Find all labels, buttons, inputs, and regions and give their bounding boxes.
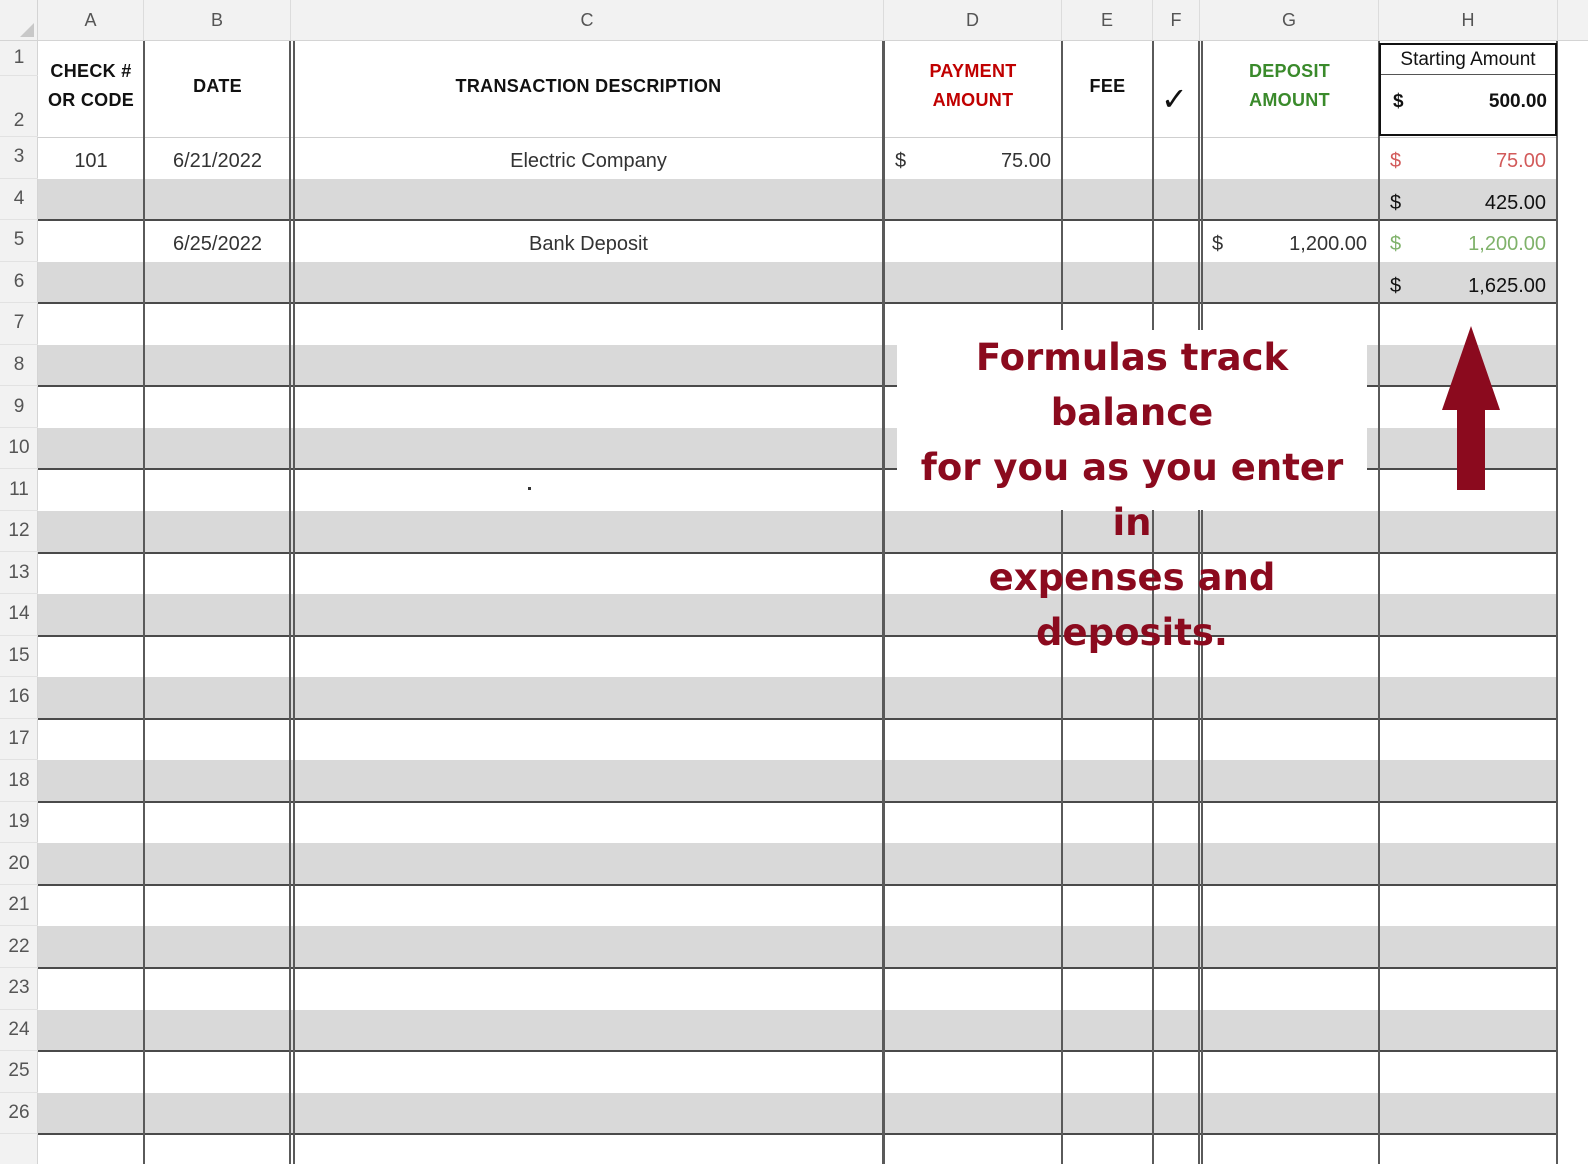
- row-group-line: [38, 801, 1558, 803]
- grey-band-row-20: [38, 843, 1558, 885]
- grey-band-row-6: [38, 262, 1558, 304]
- row-header-19[interactable]: 19: [0, 802, 38, 844]
- row-header-18[interactable]: 18: [0, 760, 38, 802]
- starting-amount-currency: $: [1393, 91, 1404, 112]
- row-group-line: [38, 884, 1558, 886]
- grid-line-b-c-1: [289, 41, 291, 1164]
- column-header-c[interactable]: C: [291, 0, 884, 41]
- column-header-overflow: [1558, 0, 1588, 41]
- cell-h6-balance-currency: $: [1390, 275, 1402, 297]
- deposit-amount-header: [1200, 57, 1379, 115]
- payment-amount-header: [884, 57, 1062, 115]
- payment-header-line2: AMOUNT: [932, 90, 1014, 110]
- row-header-7[interactable]: 7: [0, 303, 38, 345]
- cell-h5-change[interactable]: 1,200.00: [1468, 233, 1546, 255]
- grey-band-row-22: [38, 926, 1558, 968]
- row-header-26[interactable]: 26: [0, 1093, 38, 1135]
- grey-band-row-26: [38, 1093, 1558, 1135]
- row-header-16[interactable]: 16: [0, 677, 38, 719]
- row-header-5[interactable]: 5: [0, 220, 38, 262]
- column-header-d[interactable]: D: [884, 0, 1062, 41]
- row-group-line: [38, 219, 1558, 221]
- payment-header-line1: PAYMENT: [929, 61, 1017, 81]
- row-header-2[interactable]: 2: [0, 76, 38, 137]
- cell-h3-change[interactable]: 75.00: [1495, 150, 1546, 172]
- stray-dot: [528, 487, 531, 490]
- deposit-header-line2: AMOUNT: [1249, 90, 1330, 110]
- check-header-line2: OR CODE: [47, 90, 135, 110]
- grey-band-row-18: [38, 760, 1558, 802]
- grid-line-a-b: [143, 41, 145, 1164]
- row-header-24[interactable]: 24: [0, 1010, 38, 1052]
- cell-a3-code[interactable]: 101: [74, 150, 108, 172]
- check-code-header: [38, 57, 144, 115]
- row-header-4[interactable]: 4: [0, 179, 38, 221]
- starting-amount-box[interactable]: [1379, 43, 1557, 136]
- cell-b5-date[interactable]: 6/25/2022: [173, 233, 262, 255]
- row-header-12[interactable]: 12: [0, 511, 38, 553]
- cell-h5-change-currency: $: [1390, 233, 1402, 255]
- row-group-line: [38, 302, 1558, 304]
- cell-g5-deposit[interactable]: 1,200.00: [1289, 233, 1367, 255]
- row-header-14[interactable]: 14: [0, 594, 38, 636]
- check-header-line1: CHECK #: [50, 61, 132, 81]
- grey-band-row-4: [38, 179, 1558, 221]
- row-header-3[interactable]: 3: [0, 137, 38, 179]
- description-header: TRANSACTION DESCRIPTION: [455, 76, 722, 96]
- cell-b3-date[interactable]: 6/21/2022: [173, 150, 262, 172]
- fee-header: FEE: [1089, 76, 1126, 96]
- cell-h3-change-currency: $: [1390, 150, 1402, 172]
- row-header-25[interactable]: 25: [0, 1051, 38, 1093]
- grid-line-g-h: [1378, 41, 1380, 1164]
- formulas-callout: [897, 330, 1367, 660]
- row-group-line: [38, 1133, 1558, 1135]
- callout-line-3: expenses and deposits.: [988, 556, 1276, 654]
- callout-line-2: for you as you enter in: [920, 446, 1344, 544]
- row-group-line: [38, 967, 1558, 969]
- cell-c3-description[interactable]: Electric Company: [510, 150, 667, 172]
- column-header-a[interactable]: A: [38, 0, 144, 41]
- grey-band-row-16: [38, 677, 1558, 719]
- row-header-9[interactable]: 9: [0, 386, 38, 428]
- grid-line-c-d: [882, 41, 885, 1164]
- row-header-21[interactable]: 21: [0, 885, 38, 927]
- row-header-1[interactable]: 1: [0, 41, 38, 76]
- select-all-corner[interactable]: [0, 0, 38, 41]
- grey-band-row-24: [38, 1010, 1558, 1052]
- deposit-header-line1: DEPOSIT: [1248, 61, 1331, 81]
- column-header-f[interactable]: F: [1153, 0, 1200, 41]
- row-header-23[interactable]: 23: [0, 968, 38, 1010]
- row-header-13[interactable]: 13: [0, 553, 38, 595]
- row-group-line: [38, 1050, 1558, 1052]
- up-arrow-icon: [1440, 324, 1502, 492]
- cell-g5-currency: $: [1212, 233, 1224, 255]
- header-bottom-line: [38, 137, 1558, 138]
- row-header-15[interactable]: 15: [0, 636, 38, 678]
- column-header-e[interactable]: E: [1062, 0, 1153, 41]
- row-header-11[interactable]: 11: [0, 469, 38, 511]
- select-all-triangle-icon: [20, 23, 34, 37]
- row-header-17[interactable]: 17: [0, 719, 38, 761]
- date-header: DATE: [193, 76, 242, 96]
- starting-amount-value: 500.00: [1488, 91, 1547, 112]
- row-header-22[interactable]: 22: [0, 926, 38, 968]
- cell-d3-currency: $: [895, 150, 907, 172]
- column-header-h[interactable]: H: [1379, 0, 1558, 41]
- cleared-check-icon: ✓: [1161, 81, 1188, 117]
- column-header-g[interactable]: G: [1200, 0, 1379, 41]
- cell-h4-balance[interactable]: 425.00: [1484, 192, 1546, 214]
- cell-h6-balance[interactable]: 1,625.00: [1468, 275, 1546, 297]
- cell-h4-balance-currency: $: [1390, 192, 1402, 214]
- starting-amount-title: Starting Amount: [1381, 45, 1555, 75]
- cell-c5-description[interactable]: Bank Deposit: [529, 233, 648, 255]
- row-header-20[interactable]: 20: [0, 843, 38, 885]
- row-header-8[interactable]: 8: [0, 345, 38, 387]
- callout-line-1: Formulas track balance: [975, 336, 1289, 434]
- grid-line-b-c-2: [293, 41, 295, 1164]
- row-header-6[interactable]: 6: [0, 262, 38, 304]
- column-header-b[interactable]: B: [144, 0, 291, 41]
- row-header-10[interactable]: 10: [0, 428, 38, 470]
- row-group-line: [38, 718, 1558, 720]
- cell-d3-payment[interactable]: 75.00: [1000, 150, 1051, 172]
- grid-line-h-right: [1556, 41, 1558, 1164]
